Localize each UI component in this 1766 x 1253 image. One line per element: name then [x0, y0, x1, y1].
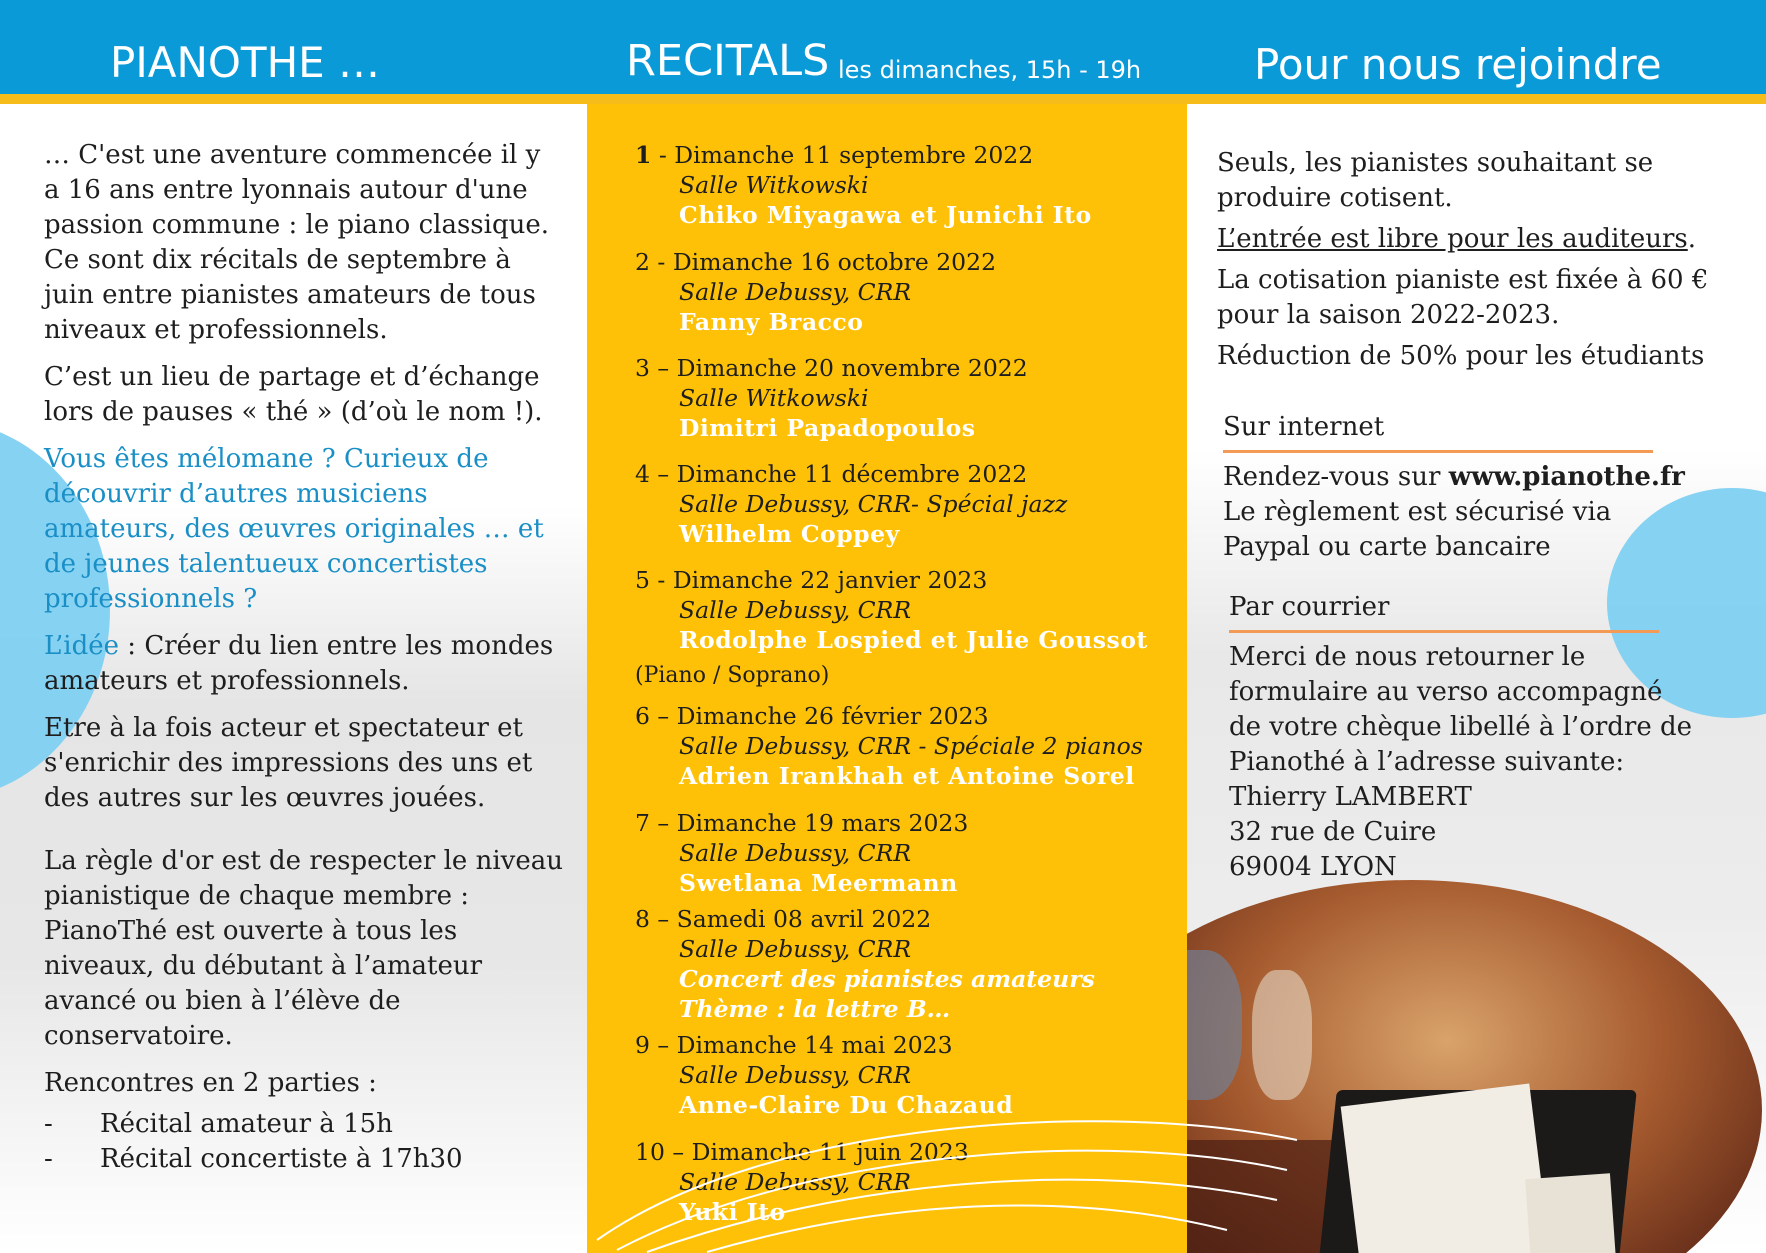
bullet-dash: - [44, 1144, 53, 1174]
about-p7: Rencontres en 2 parties : [44, 1068, 377, 1098]
address-city: 69004 LYON [1229, 852, 1397, 882]
recital-artist: Swetlana Meermann [679, 869, 958, 897]
header-stripe [0, 94, 1766, 104]
recital-venue: Salle Debussy, CRR [679, 935, 912, 963]
section-rule [1229, 630, 1659, 633]
recital-date: 2 - Dimanche 16 octobre 2022 [635, 248, 997, 276]
mail-instructions: Merci de nous retourner le formulaire au verso accompagné de votre chèque libellé à l’ordre de Pianothé à l’adresse suivante: [1229, 642, 1693, 777]
recital-artist: Chiko Miyagawa et Junichi Ito [679, 201, 1092, 229]
recital-item [635, 140, 1175, 230]
title-join: Pour nous rejoindre [1254, 40, 1662, 89]
about-p5: Etre à la fois acteur et spectateur et s'enrichir des impressions des uns et des autres sur les œuvres jouées. [44, 713, 533, 813]
join-p3: La cotisation pianiste est fixée à 60 € pour la saison 2022-2023. [1217, 265, 1709, 330]
recital-venue: Salle Debussy, CRR [679, 278, 912, 306]
section-mail-title: Par courrier [1229, 592, 1390, 622]
recital-venue: Salle Debussy, CRR [679, 839, 912, 867]
recital-item [635, 701, 1175, 791]
section-rule [1223, 450, 1653, 453]
recital-item [635, 565, 1175, 691]
recital-venue: Salle Debussy, CRR [679, 596, 912, 624]
recital-artist: Rodolphe Lospied et Julie Goussot [679, 626, 1148, 654]
join-p2: L’entrée est libre pour les auditeurs. [1217, 224, 1697, 254]
recital-date: 6 – Dimanche 26 février 2023 [635, 702, 989, 730]
about-text [44, 138, 564, 1177]
recital-artist: Yuki Ito [679, 1198, 786, 1226]
recital-note: (Piano / Soprano) [635, 663, 830, 688]
address-street: 32 rue de Cuire [1229, 817, 1437, 847]
decorative-curves [587, 1080, 1307, 1253]
recital-item [635, 459, 1175, 549]
bullet-text: Récital amateur à 15h [100, 1109, 393, 1139]
about-p4 [44, 629, 564, 699]
website-link[interactable]: www.pianothe.fr [1448, 462, 1685, 492]
title-pianothe: PIANOTHE … [110, 38, 381, 87]
join-p4: Réduction de 50% pour les étudiants [1217, 341, 1705, 371]
recital-venue: Salle Witkowski [679, 384, 869, 412]
recital-venue: Salle Debussy, CRR [679, 1061, 912, 1089]
recital-item [635, 353, 1175, 443]
recital-date: 4 – Dimanche 11 décembre 2022 [635, 460, 1028, 488]
join-p1: Seuls, les pianistes souhaitant se produire cotisent. [1217, 148, 1654, 213]
title-recitals: RECITALS [626, 36, 830, 86]
recital-artist: Adrien Irankhah et Antoine Sorel [679, 762, 1135, 790]
recital-venue: Salle Debussy, CRR - Spéciale 2 pianos [679, 732, 1143, 760]
recital-item [635, 808, 1175, 898]
internet-line: Rendez-vous sur www.pianothe.fr [1223, 462, 1685, 492]
recital-date: 7 – Dimanche 19 mars 2023 [635, 809, 969, 837]
recital-date: 1 - Dimanche 11 septembre 2022 [635, 141, 1034, 169]
recital-concert: Concert des pianistes amateurs [679, 965, 1095, 993]
recital-artist: Wilhelm Coppey [679, 520, 900, 548]
recital-date: 9 – Dimanche 14 mai 2023 [635, 1031, 953, 1059]
recital-date: 3 – Dimanche 20 novembre 2022 [635, 354, 1028, 382]
mail-text [1229, 640, 1699, 885]
bullet-text: Récital concertiste à 17h30 [100, 1144, 463, 1174]
internet-text [1223, 460, 1743, 565]
section-internet-title: Sur internet [1223, 412, 1385, 442]
about-p1: … C'est une aventure commencée il y a 16 ans entre lyonnais autour d'une passion commune : le piano classique. Ce sont dix récitals de septembre à juin entre pianistes amateurs de tous niveaux et professionnels. [44, 140, 550, 345]
recital-artist: Dimitri Papadopoulos [679, 414, 976, 442]
recital-venue: Salle Witkowski [679, 171, 869, 199]
about-p4-lead: L’idée [44, 631, 120, 661]
recital-artist: Anne-Claire Du Chazaud [679, 1091, 1014, 1119]
subtitle-recitals: les dimanches, 15h - 19h [838, 56, 1142, 84]
about-p2: C’est un lieu de partage et d’échange lors de pauses « thé » (d’où le nom !). [44, 362, 543, 427]
bullet-item [44, 1107, 564, 1142]
internet-payment: Le règlement est sécurisé via Paypal ou carte bancaire [1223, 497, 1612, 562]
recital-venue: Salle Debussy, CRR [679, 1168, 912, 1196]
recital-artist: Fanny Bracco [679, 308, 864, 336]
address-name: Thierry LAMBERT [1229, 782, 1472, 812]
recital-date: 5 - Dimanche 22 janvier 2023 [635, 566, 988, 594]
recital-item [635, 904, 1175, 1024]
recital-item [635, 247, 1175, 337]
column-about [0, 104, 587, 1253]
recital-date: 10 – Dimanche 11 juin 2023 [635, 1138, 969, 1166]
about-p4-rest: : Créer du lien entre les mondes amateurs et professionnels. [44, 631, 554, 696]
recital-venue: Salle Debussy, CRR- Spécial jazz [679, 490, 1068, 518]
bullet-dash: - [44, 1109, 53, 1139]
recital-date: 8 – Samedi 08 avril 2022 [635, 905, 932, 933]
about-p3: Vous êtes mélomane ? Curieux de découvrir d’autres musiciens amateurs, des œuvres originales … et de jeunes talentueux concertistes professionnels ? [44, 444, 544, 614]
recital-theme: Thème : la lettre B… [679, 995, 951, 1023]
join-text [1217, 146, 1737, 374]
bullet-item [44, 1142, 564, 1177]
about-p6: La règle d'or est de respecter le niveau pianistique de chaque membre : PianoThé est ouverte à tous les niveaux, du débutant à l’amateur avancé ou bien à l’élève de conservatoire. [44, 846, 563, 1051]
